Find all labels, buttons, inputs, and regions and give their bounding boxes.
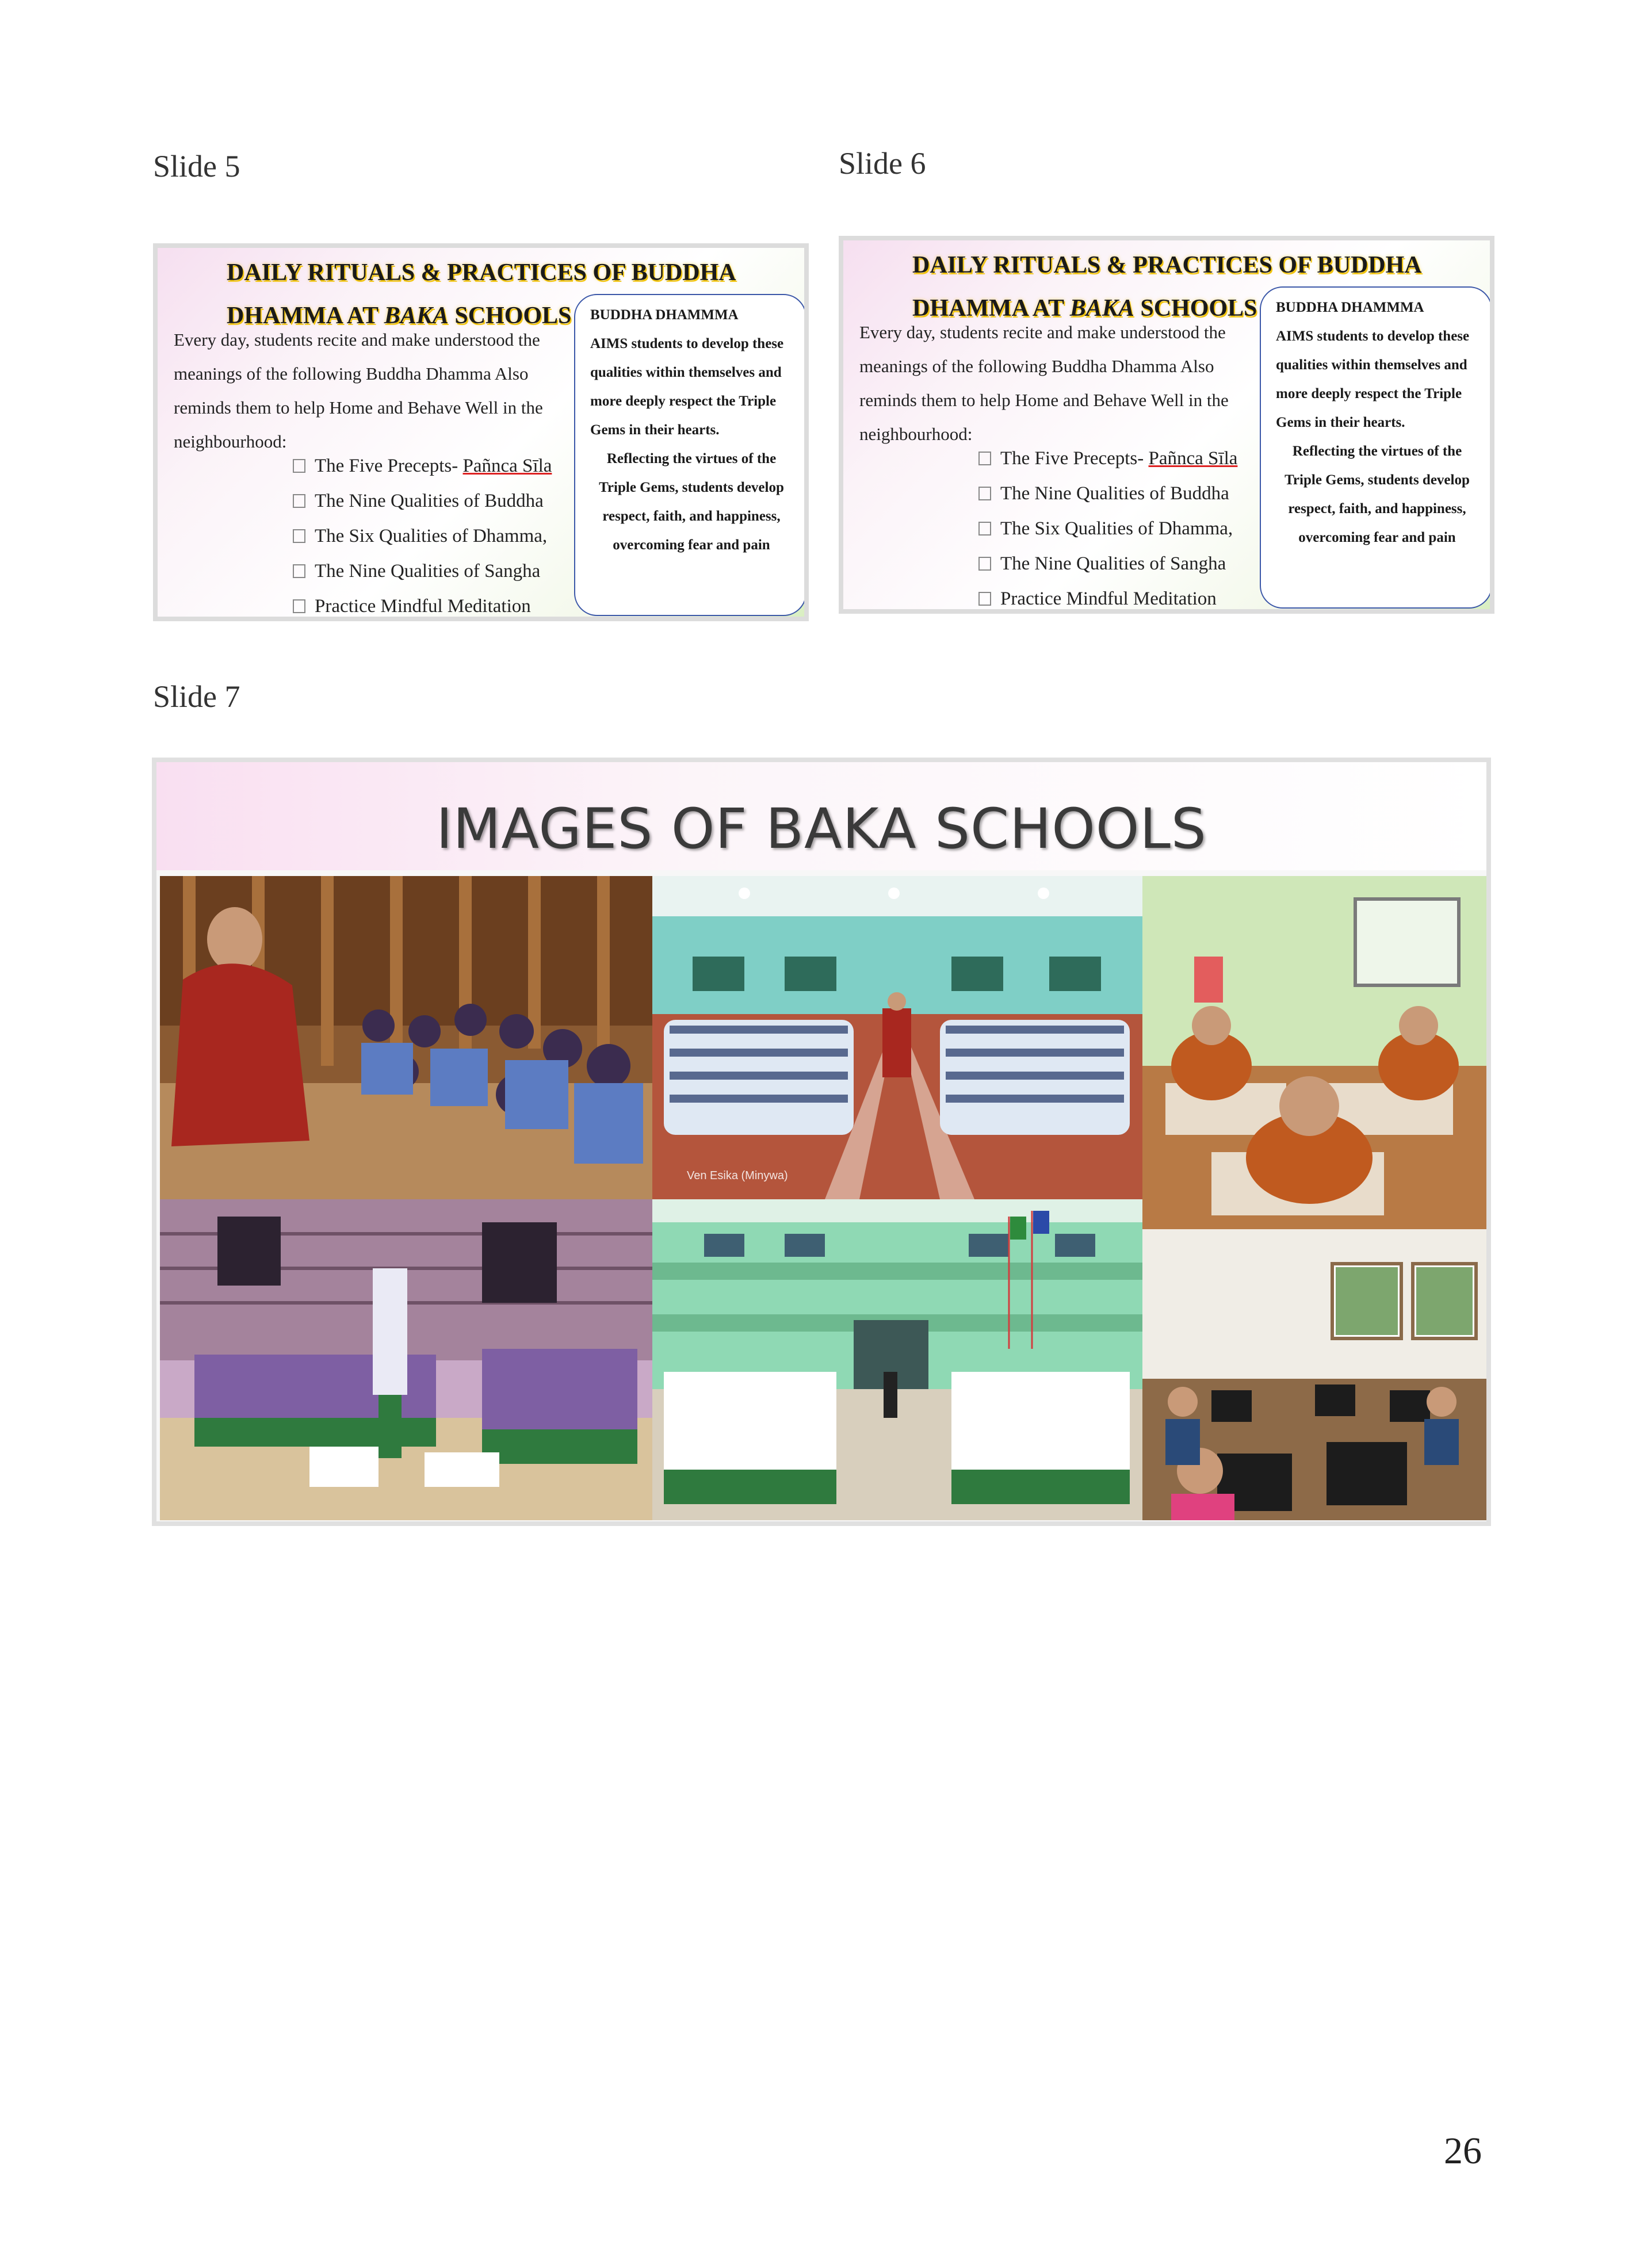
checkbox-bullet-icon bbox=[978, 522, 991, 536]
slide-intro-text: Every day, students recite and make understood the meanings of the following Buddha Dhamma Also reminds them to help Home and Behave Well in the neighbourhood: bbox=[859, 322, 1229, 444]
checkbox-bullet-icon bbox=[293, 599, 305, 613]
aims-text-2: Reflecting the virtues of the Triple Gems, students develop respect, faith, and happiness, overcoming fear and pain bbox=[599, 451, 784, 553]
slide-title-line-2: DHAMMA AT BAKA SCHOOLS bbox=[227, 303, 572, 329]
checkbox-bullet-icon bbox=[978, 452, 991, 465]
slide-intro-text: Every day, students recite and make understood the meanings of the following Buddha Dhamma Also reminds them to help Home and Behave Well in the neighbourhood: bbox=[174, 330, 543, 452]
aims-heading: BUDDHA DHAMMMA bbox=[590, 307, 739, 323]
list-item: The Nine Qualities of Buddha bbox=[978, 476, 1237, 511]
checkbox-bullet-icon bbox=[978, 592, 991, 606]
photo-classroom-writing bbox=[1142, 876, 1486, 1229]
slide-title-line-1: DAILY RITUALS & PRACTICES OF BUDDHA bbox=[227, 259, 736, 286]
photo-caption: Ven Esika (Minywa) bbox=[687, 1169, 788, 1182]
checkbox-bullet-icon bbox=[293, 529, 305, 543]
aims-callout bbox=[574, 294, 806, 616]
list-item: The Six Qualities of Dhamma, bbox=[978, 511, 1237, 546]
list-item: The Nine Qualities of Sangha bbox=[293, 554, 552, 589]
photo-outdoor-activity bbox=[160, 1199, 652, 1520]
list-item: Practice Mindful Meditation bbox=[978, 582, 1237, 614]
dhamma-list bbox=[293, 449, 552, 621]
checkbox-bullet-icon bbox=[293, 564, 305, 578]
slide-5 bbox=[153, 243, 809, 621]
aims-text: AIMS students to develop these qualities within themselves and more deeply respect the Triple Gems in their hearts. bbox=[590, 336, 784, 438]
list-item: The Five Precepts- Pañnca Sīla bbox=[293, 449, 552, 484]
checkbox-bullet-icon bbox=[978, 487, 991, 500]
slide-6-label: Slide 6 bbox=[839, 146, 926, 181]
checkbox-bullet-icon bbox=[293, 494, 305, 508]
aims-text: AIMS students to develop these qualities within themselves and more deeply respect the Triple Gems in their hearts. bbox=[1276, 328, 1470, 430]
slide-title-line-2: DHAMMA AT BAKA SCHOOLS bbox=[912, 295, 1257, 322]
slide-5-label: Slide 5 bbox=[153, 149, 240, 183]
slide-7-header bbox=[156, 762, 1486, 870]
photo-school-building bbox=[652, 1199, 1142, 1520]
list-item: The Nine Qualities of Sangha bbox=[978, 546, 1237, 582]
checkbox-bullet-icon bbox=[293, 459, 305, 473]
photo-monk-with-children bbox=[160, 876, 652, 1199]
page-number: 26 bbox=[1444, 2130, 1482, 2172]
aims-text-2: Reflecting the virtues of the Triple Gems, students develop respect, faith, and happiness, overcoming fear and pain bbox=[1285, 443, 1470, 545]
slide-title-line-1: DAILY RITUALS & PRACTICES OF BUDDHA bbox=[912, 252, 1422, 278]
slide-6 bbox=[839, 236, 1494, 614]
slide-7-label: Slide 7 bbox=[153, 679, 240, 714]
slide-7 bbox=[152, 758, 1491, 1526]
dhamma-list bbox=[978, 441, 1237, 614]
aims-callout bbox=[1260, 286, 1492, 609]
aims-heading: BUDDHA DHAMMMA bbox=[1276, 300, 1424, 315]
list-item: Practice Mindful Meditation bbox=[293, 589, 552, 621]
photo-computer-lab bbox=[1142, 1229, 1486, 1520]
list-item: The Nine Qualities of Buddha bbox=[293, 484, 552, 519]
list-item: The Six Qualities of Dhamma, bbox=[293, 519, 552, 554]
checkbox-bullet-icon bbox=[978, 557, 991, 571]
slide-7-title: IMAGES OF BAKA SCHOOLS bbox=[436, 797, 1207, 861]
list-item: The Five Precepts- Pañnca Sīla bbox=[978, 441, 1237, 476]
photo-assembly-hall bbox=[652, 876, 1142, 1199]
